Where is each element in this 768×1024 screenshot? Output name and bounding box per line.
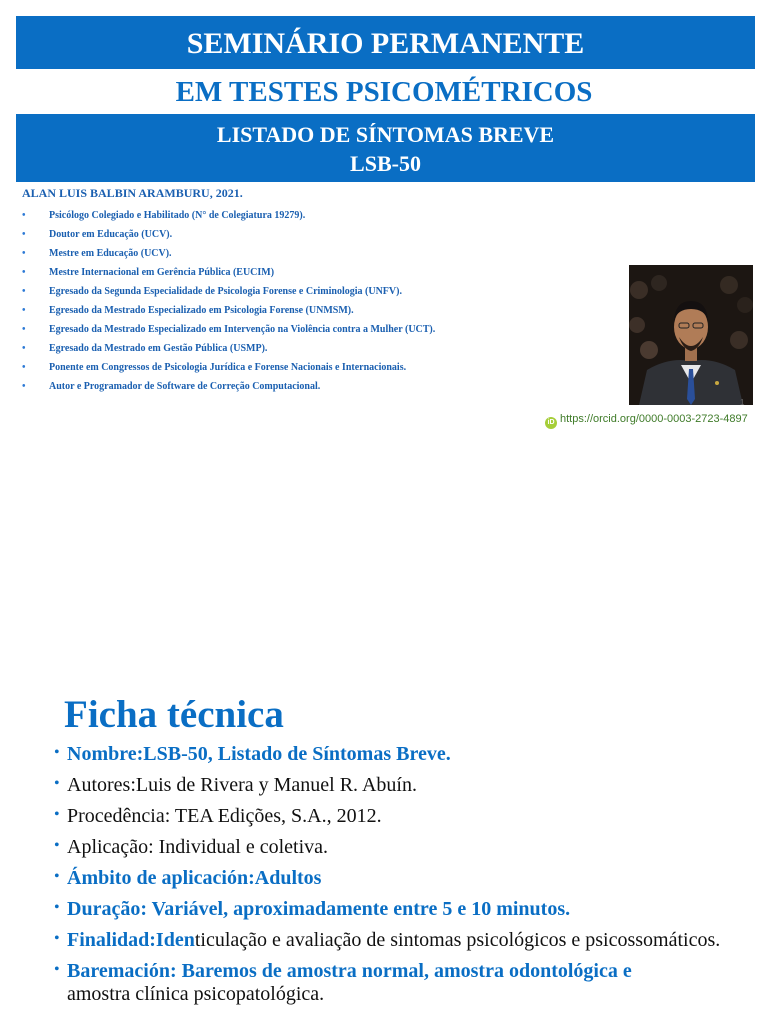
- test-code: LSB-50: [350, 151, 421, 176]
- bullet-icon: •: [54, 744, 60, 761]
- bullet-icon: •: [22, 210, 26, 221]
- credential-item: • Egresado da Mestrado Especializado em Intervenção na Violência contra a Mulher (UCT).: [22, 320, 435, 339]
- credential-item: • Ponente em Congressos de Psicologia Jurídica e Forense Nacionais e Internacionais.: [22, 358, 435, 377]
- credential-item: • Psicólogo Colegiado e Habilitado (N° de Colegiatura 19279).: [22, 206, 435, 225]
- credential-item: • Egresado da Mestrado Especializado em Psicologia Forense (UNMSM).: [22, 301, 435, 320]
- bullet-icon: •: [54, 868, 60, 885]
- credential-item: • Mestre Internacional em Gerência Pública (EUCIM): [22, 263, 435, 282]
- bullet-icon: •: [22, 381, 26, 392]
- bullet-icon: •: [22, 229, 26, 240]
- ficha-item: • Baremación: Baremos de amostra normal, amostra odontológica e amostra clínica psicopatológica.: [54, 960, 632, 1005]
- test-name-banner: [16, 114, 755, 182]
- credential-item: • Egresado da Mestrado em Gestão Pública (USMP).: [22, 339, 435, 358]
- ficha-list: [54, 743, 754, 1014]
- seminar-title: SEMINÁRIO PERMANENTE: [186, 27, 585, 60]
- bullet-icon: •: [54, 837, 60, 854]
- ficha-title: Ficha técnica: [64, 693, 284, 736]
- page-number: 1: [740, 398, 745, 407]
- bullet-icon: •: [54, 899, 60, 916]
- orcid-url[interactable]: https://orcid.org/0000-0003-2723-4897: [560, 413, 748, 425]
- test-name: LISTADO DE SÍNTOMAS BREVE: [216, 122, 555, 147]
- title-banner: [16, 16, 755, 69]
- bullet-icon: •: [54, 775, 60, 792]
- bullet-icon: •: [22, 286, 26, 297]
- ficha-item: • Ámbito de aplicación:Adultos: [54, 867, 322, 889]
- ficha-item: • Nombre:LSB-50, Listado de Síntomas Breve.: [54, 743, 451, 765]
- ficha-item: • Aplicação: Individual e coletiva.: [54, 836, 329, 858]
- seminar-subtitle: EM TESTES PSICOMÉTRICOS: [175, 76, 593, 108]
- bullet-icon: •: [54, 930, 60, 947]
- author-portrait-icon: [629, 265, 753, 405]
- credential-item: • Autor e Programador de Software de Correção Computacional.: [22, 377, 435, 396]
- bullet-icon: •: [22, 324, 26, 335]
- orcid-icon: iD: [545, 417, 557, 429]
- bullet-icon: •: [22, 248, 26, 259]
- credential-item: • Doutor em Educação (UCV).: [22, 225, 435, 244]
- bullet-icon: •: [22, 343, 26, 354]
- bullet-icon: •: [22, 305, 26, 316]
- ficha-item: • Autores:Luis de Rivera y Manuel R. Abuín.: [54, 774, 417, 796]
- credentials-list: [22, 206, 435, 396]
- bullet-icon: •: [54, 806, 60, 823]
- ficha-item: • Procedência: TEA Edições, S.A., 2012.: [54, 805, 382, 827]
- orcid-link[interactable]: [545, 413, 748, 429]
- bullet-icon: •: [22, 362, 26, 373]
- bullet-icon: •: [22, 267, 26, 278]
- author-photo: [629, 265, 753, 405]
- bullet-icon: •: [54, 961, 60, 978]
- credential-item: • Mestre em Educação (UCV).: [22, 244, 435, 263]
- credential-item: • Egresado da Segunda Especialidade de Psicologia Forense e Criminologia (UNFV).: [22, 282, 435, 301]
- ficha-item: • Duração: Variável, aproximadamente entre 5 e 10 minutos.: [54, 898, 571, 920]
- author-name: ALAN LUIS BALBIN ARAMBURU, 2021.: [22, 186, 243, 200]
- ficha-item: • Finalidad:Identiculação e avaliação de sintomas psicológicos e psicossomáticos.: [54, 929, 721, 951]
